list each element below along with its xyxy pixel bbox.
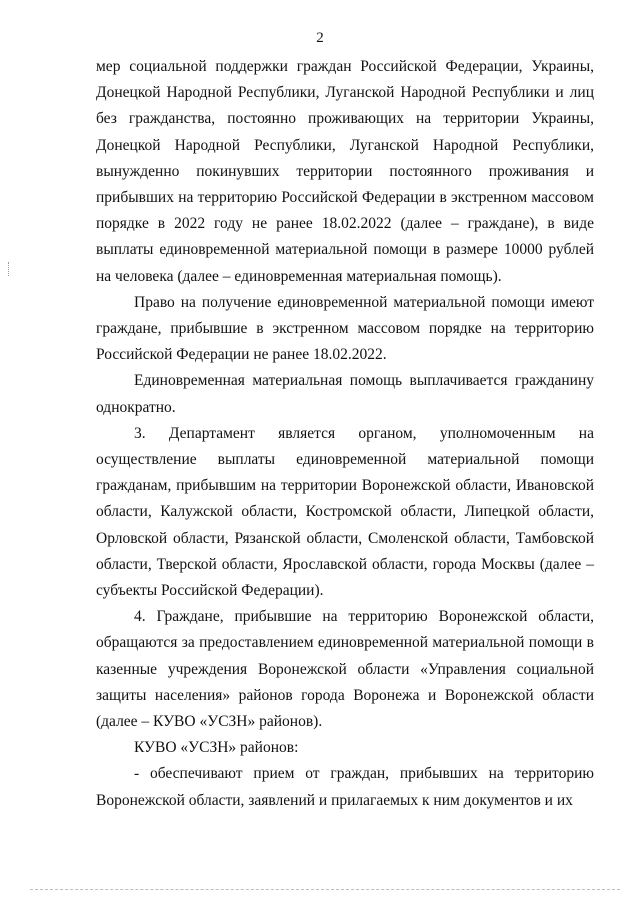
page-number: 2 <box>316 30 324 46</box>
document-body <box>96 54 594 814</box>
paragraph-right-to-aid: Право на получение единовременной материальной помощи имеют граждане, прибывшие в экстренном массовом порядке на территорию Российской Федерации не ранее 18.02.2022. <box>96 293 594 364</box>
margin-mark <box>8 262 10 276</box>
page-bottom-rule <box>30 889 620 890</box>
paragraph-item-3: 3. Департамент является органом, уполномоченным на осуществление выплаты единовременной материальной помощи гражданам, прибывшим на территории Воронежской области, Ивановской области, Калужской области, Костромской области, Липецкой области, Орловской области, Рязанской области, Смоленской области, Тамбовской области, Тверской области, Ярославской области, города Москвы (далее – субъекты Российской Федерации). <box>96 424 594 600</box>
paragraph-kuvo-heading: КУВО «УСЗН» районов: <box>134 739 299 757</box>
paragraph-kuvo-duty: - обеспечивают прием от граждан, прибывших на территорию Воронежской области, заявлений и прилагаемых к ним документов и их <box>96 765 594 809</box>
paragraph-one-time-payment: Единовременная материальная помощь выплачивается гражданину однократно. <box>96 372 594 416</box>
paragraph-continuation: мер социальной поддержки граждан Российской Федерации, Украины, Донецкой Народной Республики, Луганской Народной Республики и лиц без гражданства, постоянно проживающих на территории Украины, Донецкой Народной Республики, Луганской Народной Республики, вынужденно покинувших территории постоянного проживания и прибывших на территорию Российской Федерации в экстренном массовом порядке в 2022 году не ранее 18.02.2022 (далее – граждане), в виде выплаты единовременной материальной помощи в размере 10000 рублей на человека (далее – единовременная материальная помощь). <box>96 58 594 285</box>
paragraph-item-4: 4. Граждане, прибывшие на территорию Воронежской области, обращаются за предоставлением единовременной материальной помощи в казенные учреждения Воронежской области «Управления социальной защиты населения» районов города Воронежа и Воронежской области (далее – КУВО «УСЗН» районов). <box>96 608 594 731</box>
